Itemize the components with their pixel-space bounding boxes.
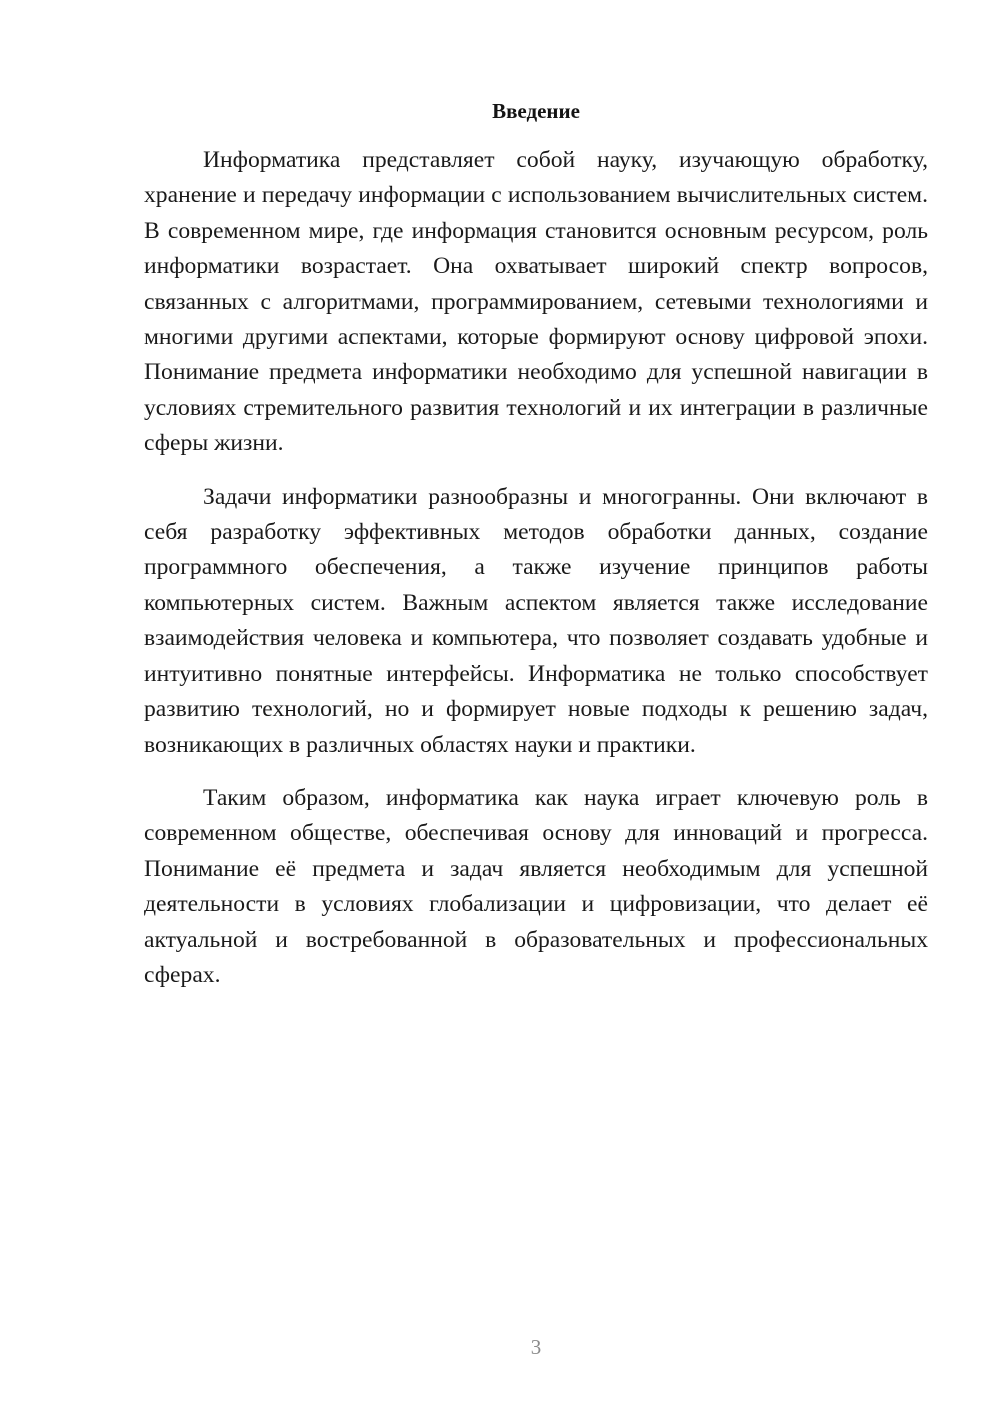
page-number: 3 xyxy=(530,1335,542,1359)
paragraph-2: Задачи информатики разнообразны и многогранны. Они включают в себя разработку эффективных методов обработки данных, создание программного обеспечения, а также изучение принципов работы компьютерных систем. Важным аспектом является также исследование взаимодействия человека и компьютера, что позволяет создавать удобные и интуитивно понятные интерфейсы. Информатика не только способствует развитию технологий, но и формирует новые подходы к решению задач, возникающих в различных областях науки и практики. xyxy=(144,483,928,758)
section-title: Введение xyxy=(492,99,580,123)
paragraph-3: Таким образом, информатика как наука играет ключевую роль в современном обществе, обеспечивая основу для инноваций и прогресса. Понимание её предмета и задач является необходимым для успешной деятельности в условиях глобализации и цифровизации, что делает её актуальной и востребованной в образовательных и профессиональных сферах. xyxy=(144,784,928,988)
paragraph-1: Информатика представляет собой науку, изучающую обработку, хранение и передачу информации с использованием вычислительных систем. В современном мире, где информация становится основным ресурсом, роль информатики возрастает. Она охватывает широкий спектр вопросов, связанных с алгоритмами, программированием, сетевыми технологиями и многими другими аспектами, которые формируют основу цифровой эпохи. Понимание предмета информатики необходимо для успешной навигации в условиях стремительного развития технологий и их интеграции в различные сферы жизни. xyxy=(144,147,928,457)
body-text xyxy=(144,143,928,993)
